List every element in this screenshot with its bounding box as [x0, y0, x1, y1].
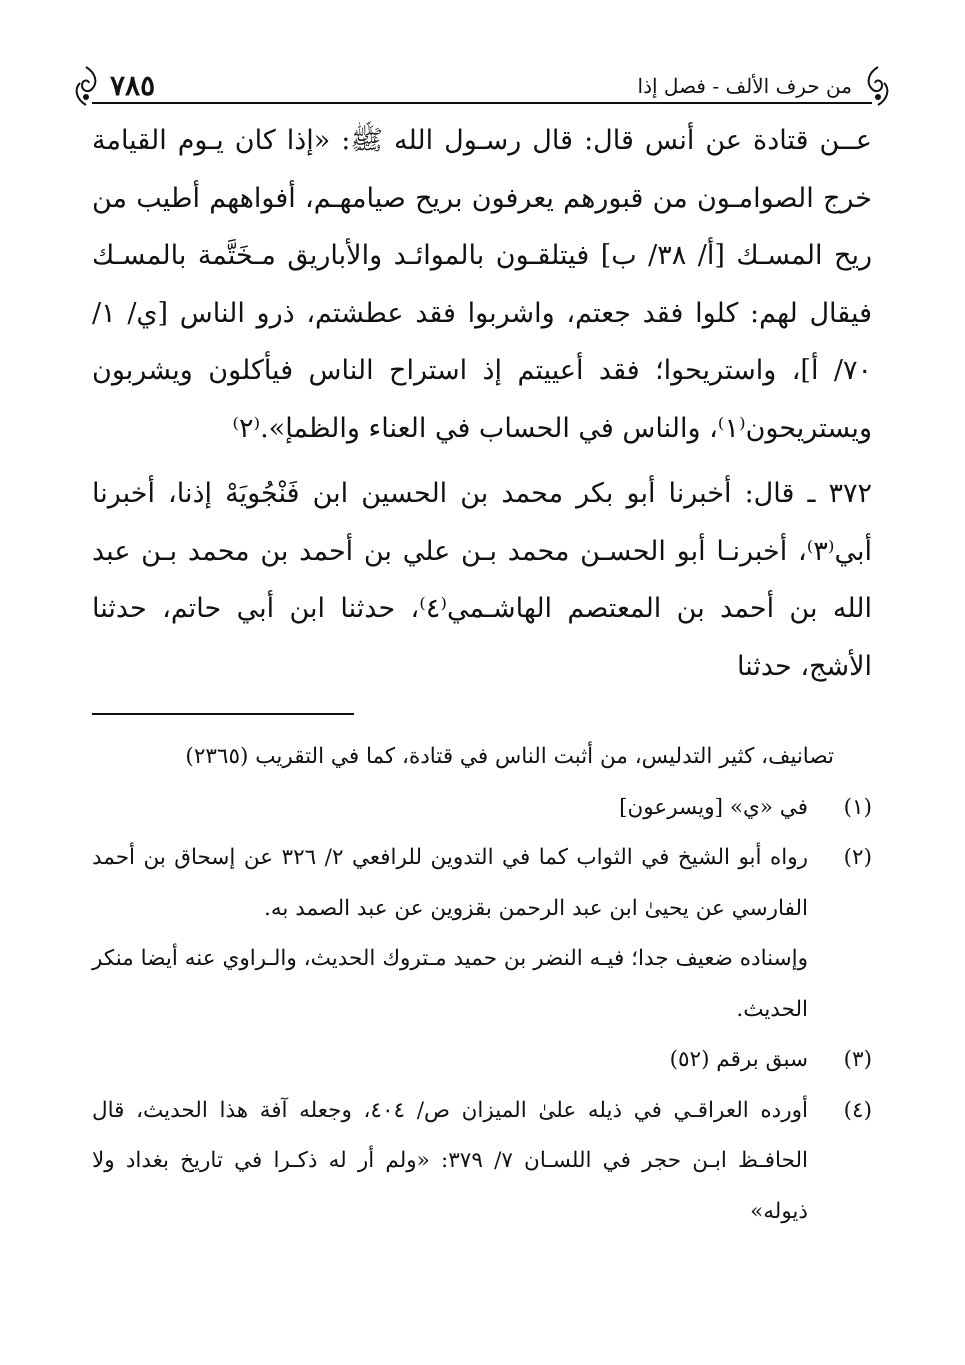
header-ornament-left-icon [70, 65, 102, 107]
footnote-text: أورده العراقـي في ذيله علىٰ الميزان ص/ ٤٠٤، وجعله آفة هذا الحديث، قال الحافـظ ابـن حجر في اللسـان ٧/ ٣٧٩: «ولم أر له ذكـرا في تاريخ بغداد ولا ذيوله» [92, 1097, 808, 1224]
footnote-1 [92, 783, 872, 834]
footnotes [92, 732, 872, 1237]
running-title: من حرف الألف - فصل إذا [637, 74, 852, 98]
main-text [92, 112, 872, 695]
running-header [92, 58, 872, 104]
footnote-number: (٣) [843, 1047, 872, 1072]
footnote-text: سبق برقم (٥٢) [669, 1047, 808, 1072]
footnote-number: (٤) [843, 1097, 872, 1123]
footnote-separator [92, 713, 354, 715]
footnote-number: (٢) [843, 845, 872, 870]
page-number: ٧٨٥ [110, 69, 156, 102]
footnote-text: في «ي» [ويسرعون] [619, 794, 808, 820]
hadith-paragraph: عــن قتادة عن أنس قال: قال رسـول الله ﷺ: «إذا كان يـوم القيامة خرج الصوامـون من قبورهم يعرفون بريح صيامهـم، أفواههم أطيب من ريح المسـك [أ/ ٣٨/ ب] فيتلقـون بالموائـد والأباريق مـخَتَّمة بالمسـك فيقال لهم: كلوا فقد جعتم، واشربوا فقد عطشتم، ذرو الناس [ي/ ١/ ٧٠/ أ]، واستريحوا؛ فقد أعييتم إذ استراح الناس فيأكلون ويشربون ويستريحون⁽١⁾، والناس في الحساب في العناء والظمإ».⁽٢⁾ [92, 125, 873, 444]
footnote-continuation: تصانيف، كثير التدليس، من أثبت الناس في قتادة، كما في التقريب (٢٣٦٥) [185, 744, 834, 769]
header-ornament-right-icon [862, 65, 894, 107]
footnote-2-grading: وإسناده ضعيف جدا؛ فيـه النضر بن حميد مـتروك الحديث، والـراوي عنه أيضا منكر الحديث. [92, 946, 808, 1022]
footnote-3 [92, 1035, 872, 1086]
hadith-372-paragraph: ٣٧٢ ـ قال: أخبرنا أبو بكر محمد بن الحسين ابن فَنْجُويَهْ إذنا، أخبرنا أبي⁽٣⁾، أخبرنـا أبو الحسـن محمد بـن علي بن أحمد بن محمد بـن عبد الله بن أحمد بن المعتصم الهاشـمي⁽٤⁾، حدثنا ابن أبي حاتم، حدثنا الأشج، حدثنا [92, 478, 872, 682]
footnote-4 [92, 1086, 872, 1238]
footnote-text: رواه أبو الشيخ في الثواب كما في التدوين للرافعي ٢/ ٣٢٦ عن إسحاق بن أحمد الفارسي عن يحيىٰ ابن عبد الرحمن بقزوين عن عبد الصمد به. [92, 845, 809, 921]
footnote-number: (١) [843, 794, 872, 820]
footnote-2 [92, 833, 872, 934]
